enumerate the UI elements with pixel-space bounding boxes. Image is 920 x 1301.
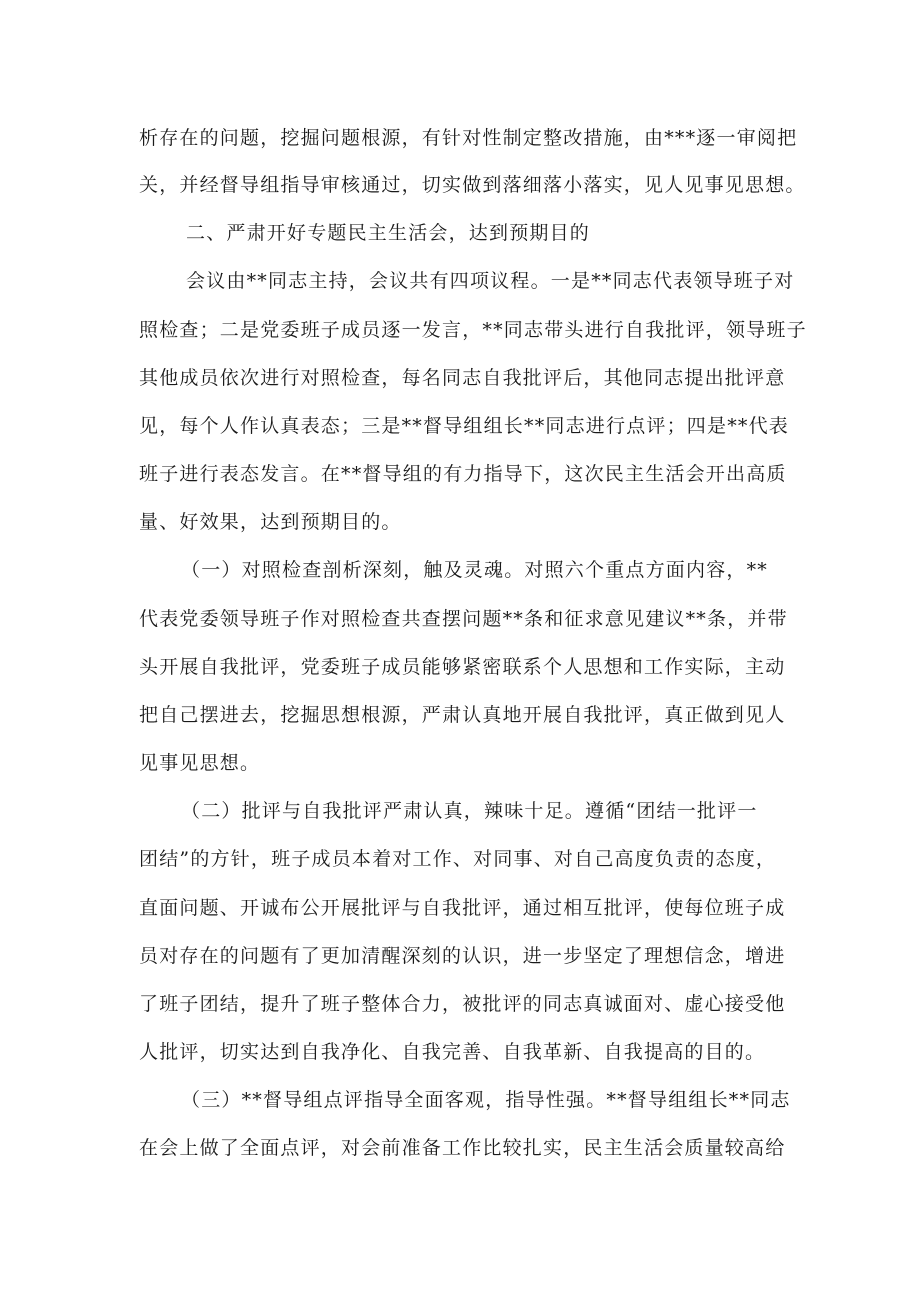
paragraph-line: 员对存在的问题有了更加清醒深刻的认识，进一步坚定了理想信念，增进 (139, 945, 786, 967)
paragraph-line: 直面问题、开诚布公开展批评与自我批评，通过相互批评，使每位班子成 (139, 897, 786, 919)
paragraph-line: 照检查；二是党委班子成员逐一发言，**同志带头进行自我批评，领导班子 (139, 319, 807, 341)
paragraph-line: 在会上做了全面点评，对会前准备工作比较扎实，民主生活会质量较高给 (139, 1137, 786, 1159)
paragraph-line: 把自己摆进去，挖掘思想根源，严肃认真地开展自我批评，真正做到见人 (139, 704, 786, 726)
paragraph-line: 了班子团结，提升了班子整体合力，被批评的同志真诚面对、虚心接受他 (139, 993, 786, 1015)
paragraph-line: 会议由**同志主持，会议共有四项议程。一是**同志代表领导班子对 (186, 270, 795, 292)
paragraph-line: 其他成员依次进行对照检查，每名同志自我批评后，其他同志提出批评意 (139, 367, 786, 389)
paragraph-line: （一）对照检查剖析深刻，触及灵魂。对照六个重点方面内容，** (181, 559, 769, 581)
section-heading: 二、严肃开好专题民主生活会，达到预期目的 (186, 222, 591, 244)
paragraph-line: 关，并经督导组指导审核通过，切实做到落细落小落实，见人见事见思想。 (139, 174, 806, 196)
paragraph-line: 见事见思想。 (139, 752, 261, 774)
paragraph-line: 代表党委领导班子作对照检查共查摆问题**条和征求意见建议**条，并带 (139, 608, 788, 630)
paragraph-line: 见，每个人作认真表态；三是**督导组组长**同志进行点评；四是**代表 (139, 415, 790, 437)
paragraph-line: （二）批评与自我批评严肃认真，辣味十足。遵循“团结一批评一 (181, 800, 758, 822)
paragraph-line: 人批评，切实达到自我净化、自我完善、自我革新、自我提高的目的。 (139, 1041, 766, 1063)
paragraph-line: 头开展自我批评，党委班子成员能够紧密联系个人思想和工作实际，主动 (139, 656, 786, 678)
paragraph-line: 析存在的问题，挖掘问题根源，有针对性制定整改措施，由***逐一审阅把 (139, 127, 798, 149)
paragraph-line: 班子进行表态发言。在**督导组的有力指导下，这次民主生活会开出高质 (139, 463, 787, 485)
paragraph-line: 量、好效果，达到预期目的。 (139, 511, 402, 533)
paragraph-line: （三）**督导组点评指导全面客观，指导性强。**督导组组长**同志 (181, 1089, 791, 1111)
paragraph-line: 团结”的方针，班子成员本着对工作、对同事、对自己高度负责的态度， (139, 848, 777, 870)
